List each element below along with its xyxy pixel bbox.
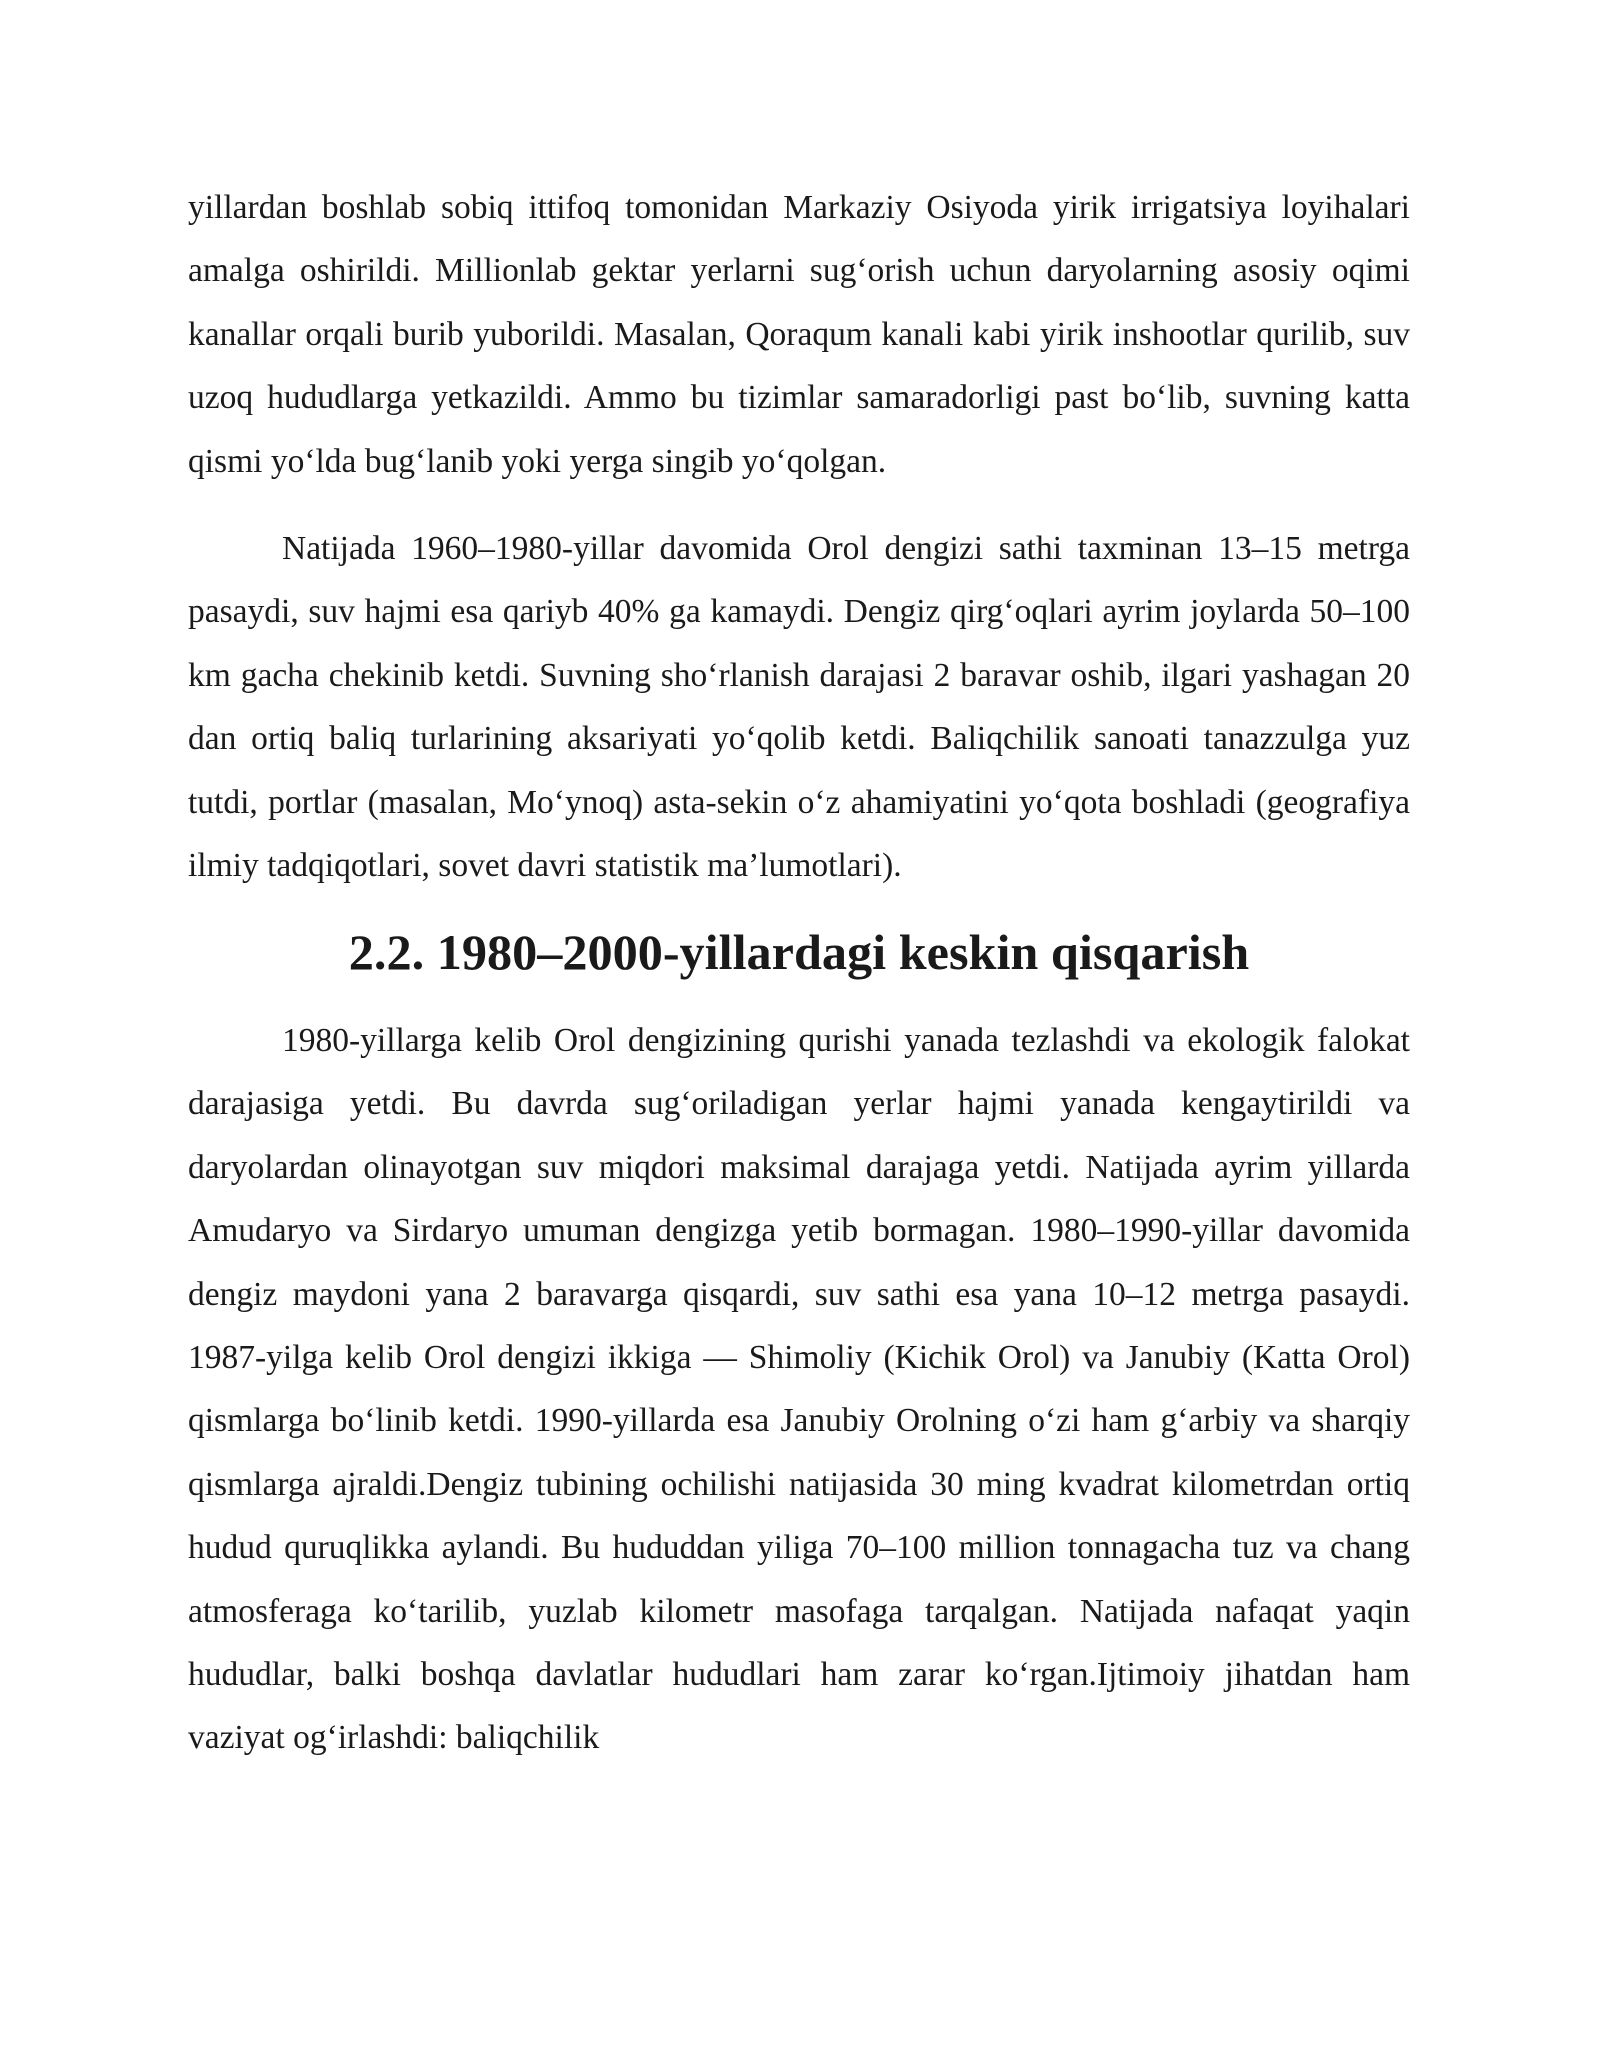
paragraph-sea-level-decline: Natijada 1960–1980-yillar davomida Orol dengizi sathi taxminan 13–15 metrga pasaydi, suv hajmi esa qariyb 40% ga kamaydi. Dengiz qirg‘oqlari ayrim joylarda 50–100 km gacha chekinib ketdi. Suvning sho‘rlanish darajasi 2 baravar oshib, ilgari yashagan 20 dan ortiq baliq turlarining aksariyati yo‘qolib ketdi. Baliqchilik sanoati tanazzulga yuz tutdi, portlar (masalan, Mo‘ynoq) asta-sekin o‘z ahamiyatini yo‘qota boshladi (geografiya ilmiy tadqiqotlari, sovet davri statistik ma’lumotlari). [188,530,1410,885]
paragraph-irrigation-projects: yillardan boshlab sobiq ittifoq tomonidan Markaziy Osiyoda yirik irrigatsiya loyihalari amalga oshirildi. Millionlab gektar yerlarni sug‘orish uchun daryolarning asosiy oqimi kanallar orqali burib yuborildi. Masalan, Qoraqum kanali kabi yirik inshootlar qurilib, suv uzoq hududlarga yetkazildi. Ammo bu tizimlar samaradorligi past bo‘lib, suvning katta qismi yo‘lda bug‘lanib yoki yerga singib yo‘qolgan. [188,189,1410,480]
section-heading: 2.2. 1980–2000-yillardagi keskin qisqarish [348,924,1250,981]
document-body [188,176,1410,1770]
paragraph-sharp-shrinkage: 1980-yillarga kelib Orol dengizining qurishi yanada tezlashdi va ekologik falokat darajasiga yetdi. Bu davrda sug‘oriladigan yerlar hajmi yanada kengaytirildi va daryolardan olinayotgan suv miqdori maksimal darajaga yetdi. Natijada ayrim yillarda Amudaryo va Sirdaryo umuman dengizga yetib bormagan. 1980–1990-yillar davomida dengiz maydoni yana 2 baravarga qisqardi, suv sathi esa yana 10–12 metrga pasaydi. 1987-yilga kelib Orol dengizi ikkiga — Shimoliy (Kichik Orol) va Janubiy (Katta Orol) qismlarga bo‘linib ketdi. 1990-yillarda esa Janubiy Orolning o‘zi ham g‘arbiy va sharqiy qismlarga ajraldi.Dengiz tubining ochilishi natijasida 30 ming kvadrat kilometrdan ortiq hudud quruqlikka aylandi. Bu hududdan yiliga 70–100 million tonnagacha tuz va chang atmosferaga ko‘tarilib, yuzlab kilometr masofaga tarqalgan. Natijada nafaqat yaqin hududlar, balki boshqa davlatlar hududlari ham zarar ko‘rgan.Ijtimoiy jihatdan ham vaziyat og‘irlashdi: baliqchilik [188,1021,1410,1757]
